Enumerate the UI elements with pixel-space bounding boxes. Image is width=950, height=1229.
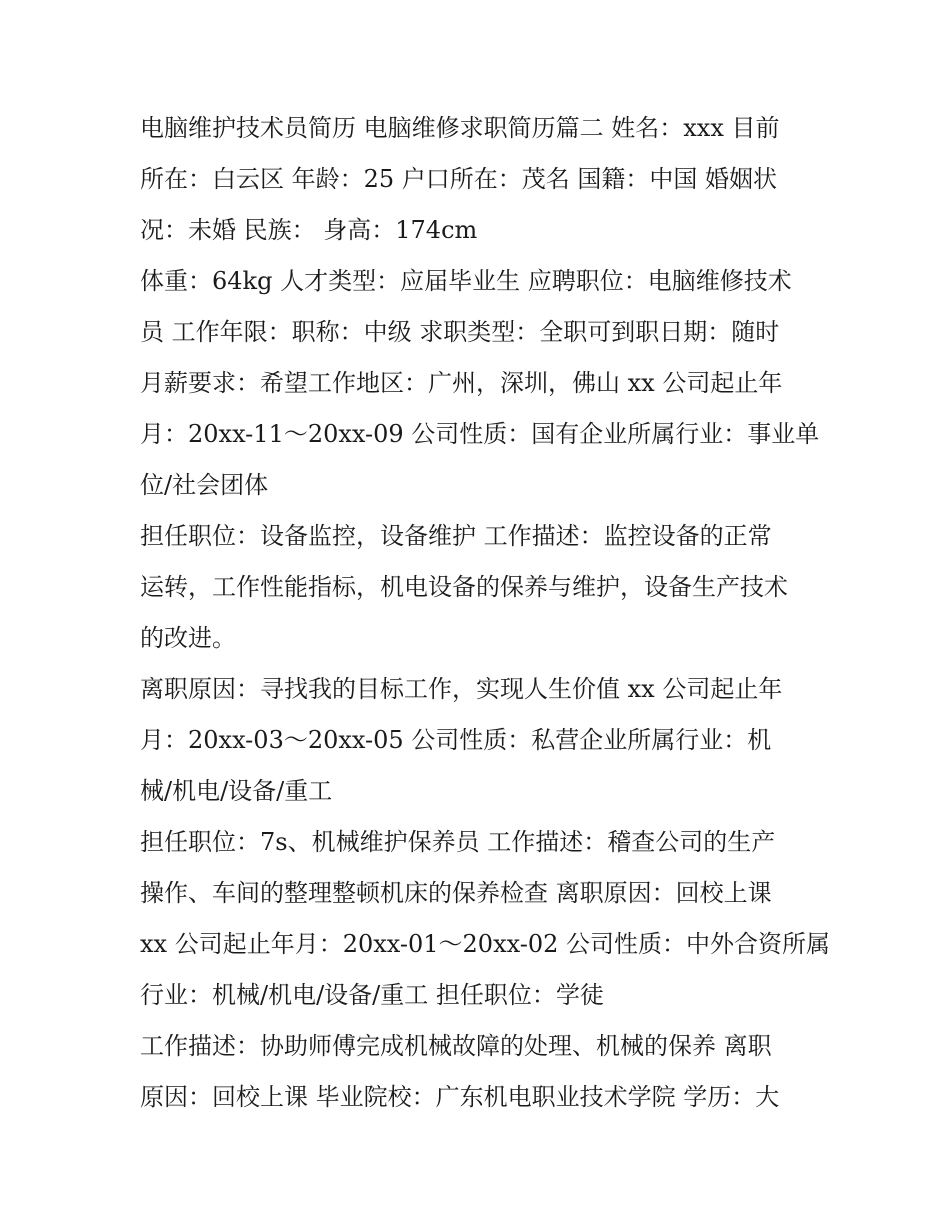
text-line: 况：未婚 民族： 身高：174cm [140, 216, 478, 244]
text-line: 位/社会团体 [140, 471, 269, 499]
text-line: 离职原因：寻找我的目标工作，实现人生价值 xx 公司起止年 [140, 675, 783, 703]
text-line: 员 工作年限：职称：中级 求职类型：全职可到职日期：随时 [140, 318, 780, 346]
text-line: 运转，工作性能指标，机电设备的保养与维护，设备生产技术 [140, 573, 788, 601]
text-line: 所在：白云区 年龄：25 户口所在：茂名 国籍：中国 婚姻状 [140, 165, 778, 193]
text-line: 操作、车间的整理整顿机床的保养检查 离职原因：回校上课 [140, 879, 772, 907]
text-line: 担任职位：7s、机械维护保养员 工作描述：稽查公司的生产 [140, 828, 776, 856]
text-line: 电脑维护技术员简历 电脑维修求职简历篇二 姓名：xxx 目前 [140, 114, 780, 142]
text-line: 体重：64kg 人才类型：应届毕业生 应聘职位：电脑维修技术 [140, 267, 792, 295]
text-line: 月：20xx-11～20xx-09 公司性质：国有企业所属行业：事业单 [140, 420, 820, 448]
text-line: xx 公司起止年月：20xx-01～20xx-02 公司性质：中外合资所属 [140, 930, 830, 958]
text-line: 行业：机械/机电/设备/重工 担任职位：学徒 [140, 981, 604, 1009]
text-line: 担任职位：设备监控，设备维护 工作描述：监控设备的正常 [140, 522, 772, 550]
resume-text-body [140, 103, 830, 1123]
text-line: 工作描述：协助师傅完成机械故障的处理、机械的保养 离职 [140, 1032, 772, 1060]
text-line: 的改进。 [140, 624, 236, 652]
text-line: 月薪要求：希望工作地区：广州，深圳，佛山 xx 公司起止年 [140, 369, 783, 397]
text-line: 械/机电/设备/重工 [140, 777, 333, 805]
text-line: 月：20xx-03～20xx-05 公司性质：私营企业所属行业：机 [140, 726, 772, 754]
text-line: 原因：回校上课 毕业院校：广东机电职业技术学院 学历：大 [140, 1083, 780, 1111]
